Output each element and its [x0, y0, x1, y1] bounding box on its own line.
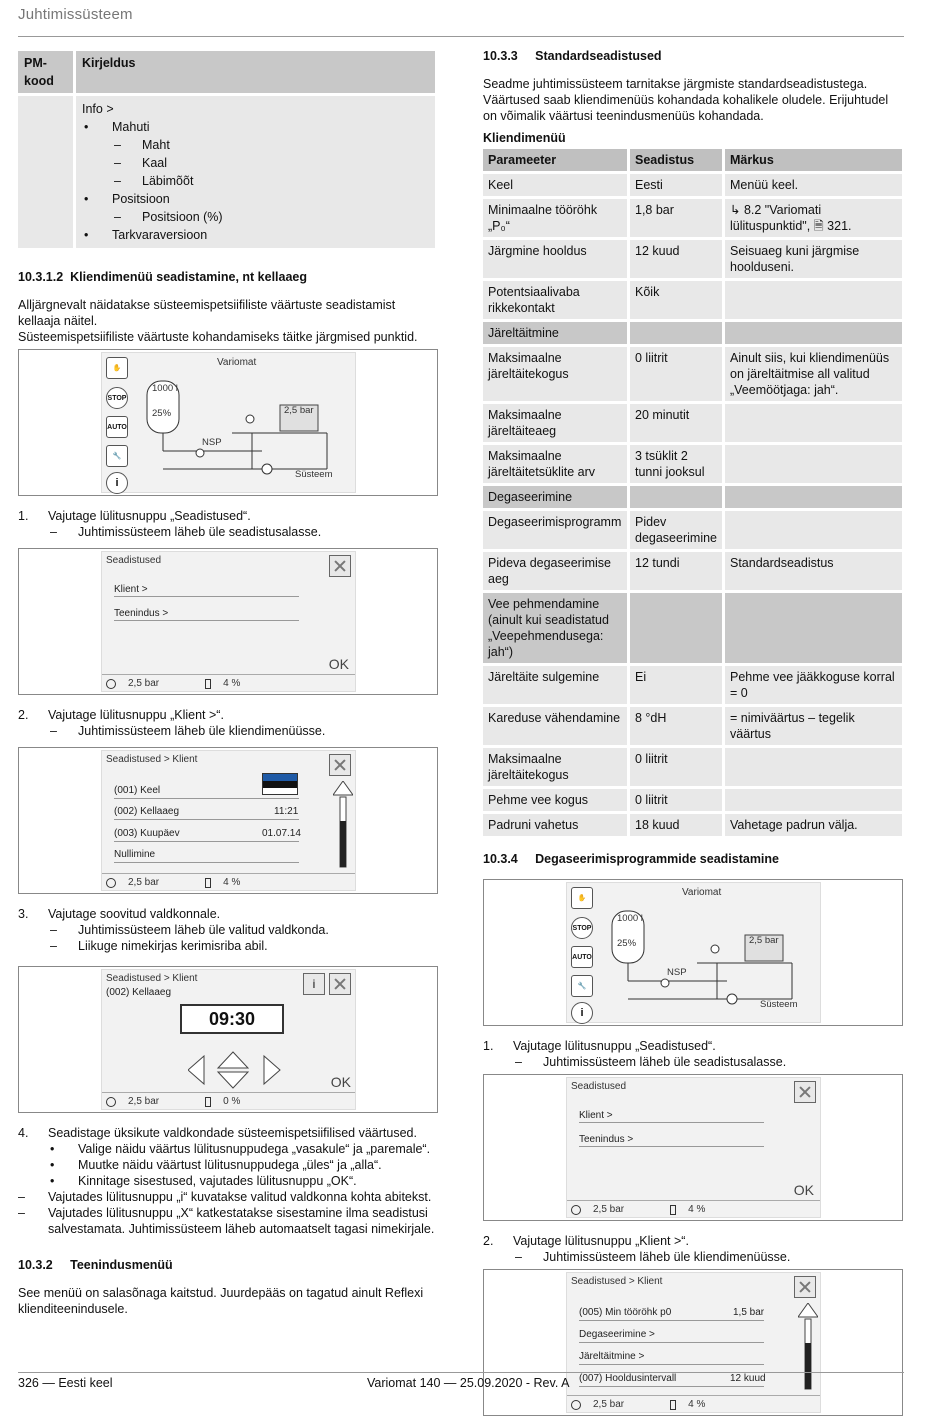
table-cell: Pideva degaseerimise aeg — [483, 552, 627, 590]
up-arrow-icon — [218, 1052, 248, 1068]
ok-button[interactable]: OK — [330, 1074, 351, 1090]
table-cell — [725, 511, 902, 549]
settings-screen-frame — [18, 548, 438, 695]
hand-icon[interactable]: ✋ — [106, 357, 128, 379]
step-4-bullet: • Kinnitage sisestused, vajutades lülitusnuppu „OK“. — [50, 1174, 357, 1188]
system-label: Süsteem — [760, 999, 798, 1010]
pm-row-level-3: – Kaal — [82, 154, 429, 172]
kuupaev-value: 01.07.14 — [262, 828, 301, 839]
divider — [114, 798, 299, 799]
table-cell: 0 liitrit — [630, 789, 722, 811]
client-screen — [101, 750, 356, 891]
divider — [114, 596, 299, 597]
status-bar: 2,5 bar 4 % — [571, 1399, 705, 1410]
pressure-label: 2,5 bar — [284, 405, 314, 416]
gauge-icon — [106, 1097, 116, 1107]
gauge-icon — [106, 679, 116, 689]
gauge-icon — [571, 1205, 581, 1215]
table-cell — [725, 281, 902, 319]
step-4-bullet: • Muutke näidu väärtust lülitusnuppudega „üles“ ja „alla“. — [50, 1158, 382, 1172]
table-cell — [725, 593, 902, 663]
table-cell — [725, 748, 902, 786]
table-cell — [630, 486, 722, 508]
divider — [579, 1386, 764, 1387]
table-cell: Potentsiaalivaba rikkekontakt — [483, 281, 627, 319]
table-cell: 0 liitrit — [630, 347, 722, 401]
footer-divider — [18, 1372, 904, 1373]
close-button[interactable] — [329, 555, 351, 577]
table-cell: 3 tsüklit 2 tunni jooksul — [630, 445, 722, 483]
table-row — [483, 199, 902, 237]
variomat-diagram — [18, 349, 438, 496]
kellaaeg-value: 11:21 — [274, 806, 299, 817]
status-bar: 2,5 bar 4 % — [571, 1204, 705, 1215]
divider — [579, 1320, 764, 1321]
table-row — [483, 445, 902, 483]
divider — [579, 1122, 764, 1123]
col-header: Seadistus — [630, 149, 722, 171]
table-row — [483, 666, 902, 704]
down-arrow-icon — [218, 1072, 248, 1088]
col-header: Parameeter — [483, 149, 627, 171]
table-cell: 8 °dH — [630, 707, 722, 745]
paragraph: Seadme juhtimissüsteem tarnitakse järgmiste standardseadistustega. Väärtused saab kliendimenüüs kohandada kohalikele oludele. Erijuhtudel on võimalik väärtusi teenindusmenüüs kohandada. — [483, 77, 889, 123]
status-bar: 2,5 bar 4 % — [106, 678, 240, 689]
menu-item-jareltaitmine[interactable]: Järeltäitmine > — [579, 1351, 645, 1362]
table-row — [483, 404, 902, 442]
pm-row-level-2: • Mahuti — [82, 118, 429, 136]
divider — [114, 819, 299, 820]
step-1: 1. Vajutage lülitusnuppu „Seadistused“. — [18, 509, 251, 523]
hooldusintervall-value: 12 kuud — [730, 1373, 766, 1384]
menu-item-klient[interactable]: Klient > — [114, 584, 148, 595]
volume-label: 1000 l — [152, 383, 178, 394]
section-heading-1033: 10.3.3 Standardseadistused — [483, 49, 662, 63]
settings-screen-frame-2 — [483, 1074, 903, 1221]
table-cell: Menüü keel. — [725, 174, 902, 196]
right-column — [483, 48, 903, 1416]
table-cell: 12 tundi — [630, 552, 722, 590]
table-row — [483, 814, 902, 836]
sub-heading-kliendimenuu: Kliendimenüü — [483, 131, 566, 145]
page-header: Juhtimissüsteem — [18, 6, 133, 23]
params-table-body — [483, 174, 902, 836]
table-cell: Ei — [630, 666, 722, 704]
close-button[interactable] — [794, 1081, 816, 1103]
stop-icon[interactable]: STOP — [106, 387, 128, 409]
diagram-title: Variomat — [217, 357, 257, 368]
table-cell: Degaseerimine — [483, 486, 627, 508]
pm-row-level-3: – Maht — [82, 136, 429, 154]
table-cell: Järeltäite sulgemine — [483, 666, 627, 704]
table-cell: Standardseadistus — [725, 552, 902, 590]
menu-item-degaseerimine[interactable]: Degaseerimine > — [579, 1329, 655, 1340]
table-row — [483, 748, 902, 786]
status-divider — [102, 674, 355, 675]
table-cell: Keel — [483, 174, 627, 196]
table-row — [483, 789, 902, 811]
section-heading-1032: 10.3.2 Teenindusmenüü — [18, 1258, 173, 1272]
table-cell: Ainult siis, kui kliendimenüüs on järeltäitmise all valitud „Veemöötjaga: jah“. — [725, 347, 902, 401]
tank-icon — [670, 1400, 676, 1410]
table-cell: Pehme vee kogus — [483, 789, 627, 811]
table-cell: Pidev degaseerimine — [630, 511, 722, 549]
menu-item-nullimine[interactable]: Nullimine — [114, 849, 156, 860]
paragraph: Alljärgnevalt näidatakse süsteemispetsiifiliste väärtuste seadistamist kellaaja näitel. — [18, 298, 396, 328]
menu-item-teenindus[interactable]: Teenindus > — [114, 608, 169, 619]
status-divider — [102, 1092, 355, 1093]
nsp-label: NSP — [202, 437, 222, 448]
table-cell: Järgmine hooldus — [483, 240, 627, 278]
close-button[interactable] — [794, 1276, 816, 1298]
header-divider — [18, 36, 904, 37]
table-row — [483, 707, 902, 745]
level-label: 25% — [152, 408, 172, 419]
client-screen — [566, 1272, 821, 1413]
screen-title: Seadistused > Klient — [106, 973, 198, 984]
scrollbar[interactable] — [333, 781, 353, 871]
variomat-diagram-2 — [483, 879, 903, 1026]
screen-title: Seadistused > Klient — [106, 754, 198, 765]
table-cell — [725, 789, 902, 811]
screen-title: Seadistused — [106, 555, 162, 566]
step-4: 4. Seadistage üksikute valdkondade süsteemispetsiifilised väärtused. — [18, 1126, 417, 1140]
nsp-label: NSP — [667, 967, 687, 978]
auto-icon[interactable]: AUTO — [571, 946, 593, 968]
menu-item-klient[interactable]: Klient > — [579, 1110, 613, 1121]
hand-icon[interactable]: ✋ — [571, 887, 593, 909]
paragraph: See menüü on salasõnaga kaitstud. Juurdepääs on tagatud ainult Reflexi klienditeenindusele. — [18, 1286, 424, 1316]
wrench-icon[interactable]: 🔧 — [106, 445, 128, 467]
note-info: – Vajutades lülitusnuppu „i“ kuvatakse valitud valdkonna kohta abitekst. — [18, 1190, 432, 1204]
status-divider — [567, 1200, 820, 1201]
pm-row-level-2: • Positsioon — [82, 190, 429, 208]
info-icon[interactable]: i — [106, 472, 128, 494]
time-screen-frame — [18, 966, 438, 1113]
pm-row-level-3: – Positsioon (%) — [82, 208, 429, 226]
tank-icon — [205, 878, 211, 888]
scrollbar[interactable] — [798, 1303, 818, 1393]
step-2: 2. Vajutage lülitusnuppu „Klient >“. — [18, 708, 224, 722]
table-cell: Vee pehmendamine (ainult kui seadistatud „Veepehmendusega: jah“) — [483, 593, 627, 663]
menu-item-teenindus[interactable]: Teenindus > — [579, 1134, 634, 1145]
close-button[interactable] — [329, 754, 351, 776]
footer-page-info: 326 — Eesti keel — [18, 1376, 113, 1390]
table-cell: 1,8 bar — [630, 199, 722, 237]
system-label: Süsteem — [295, 469, 333, 480]
step-3: 3. Vajutage soovitud valdkonnale. — [18, 907, 221, 921]
menu-item-keel[interactable]: (001) Keel — [114, 785, 161, 796]
gauge-icon — [106, 878, 116, 888]
table-cell: Eesti — [630, 174, 722, 196]
tank-icon — [205, 1097, 211, 1107]
pm-row-level-1: Info > — [82, 102, 114, 116]
gauge-icon — [571, 1400, 581, 1410]
divider — [114, 620, 299, 621]
table-cell: Kõik — [630, 281, 722, 319]
ok-button[interactable]: OK — [328, 656, 349, 672]
pm-description-cell — [76, 96, 435, 248]
estonian-flag-icon — [262, 773, 298, 795]
info-button[interactable]: i — [303, 973, 325, 995]
right-arrow-icon — [264, 1056, 280, 1084]
divider — [579, 1364, 764, 1365]
table-row — [483, 240, 902, 278]
step-3-result-1: – Juhtimissüsteem läheb üle valitud valdkonda. — [50, 923, 329, 937]
table-row — [483, 281, 902, 319]
menu-item-hooldusintervall[interactable]: (007) Hooldusintervall — [579, 1373, 677, 1384]
client-screen-frame-2 — [483, 1269, 903, 1416]
settings-screen — [566, 1077, 821, 1218]
left-column — [18, 48, 438, 1317]
divider — [579, 1342, 764, 1343]
menu-item-kellaaeg[interactable]: (002) Kellaaeg — [114, 806, 180, 817]
ok-button[interactable]: OK — [793, 1182, 814, 1198]
pm-col-kood: PM-kood — [18, 51, 73, 93]
params-table — [480, 146, 905, 839]
step-1-result: – Juhtimissüsteem läheb üle seadistusalasse. — [515, 1055, 787, 1069]
table-cell: Degaseerimisprogramm — [483, 511, 627, 549]
table-cell: Maksimaalne järeltäitekogus — [483, 748, 627, 786]
step-1-result: – Juhtimissüsteem läheb üle seadistusalasse. — [50, 525, 322, 539]
pm-empty-cell — [18, 96, 73, 248]
table-cell: 12 kuud — [630, 240, 722, 278]
table-cell: Vahetage padrun välja. — [725, 814, 902, 836]
table-cell: Maksimaalne järeltäitetsüklite arv — [483, 445, 627, 483]
divider — [579, 1146, 764, 1147]
stop-icon[interactable]: STOP — [571, 917, 593, 939]
diagram-screen — [101, 352, 356, 493]
time-screen — [101, 969, 356, 1110]
arrow-buttons[interactable] — [188, 1046, 288, 1094]
step-1: 1. Vajutage lülitusnuppu „Seadistused“. — [483, 1039, 716, 1053]
pm-row-level-2: • Tarkvaraversioon — [82, 226, 429, 244]
info-icon[interactable]: i — [571, 1002, 593, 1024]
status-bar: 2,5 bar 4 % — [106, 877, 240, 888]
table-cell — [630, 593, 722, 663]
table-cell: 18 kuud — [630, 814, 722, 836]
table-row — [483, 511, 902, 549]
min-tooroehk-value: 1,5 bar — [733, 1307, 765, 1318]
table-cell: 20 minutit — [630, 404, 722, 442]
table-row — [483, 174, 902, 196]
table-cell: = nimiväärtus – tegelik väärtus — [725, 707, 902, 745]
step-3-result-2: – Liikuge nimekirjas kerimisriba abil. — [50, 939, 268, 953]
menu-item-min-tooroehk[interactable]: (005) Min tööröhk p0 — [579, 1307, 672, 1318]
table-cell: Padruni vahetus — [483, 814, 627, 836]
table-cell — [725, 486, 902, 508]
status-bar: 2,5 bar 0 % — [106, 1096, 240, 1107]
time-value-field[interactable]: 09:30 — [180, 1004, 284, 1034]
table-row — [483, 347, 902, 401]
status-divider — [102, 873, 355, 874]
step-2-result: – Juhtimissüsteem läheb üle kliendimenüüsse. — [50, 724, 326, 738]
screen-title: Seadistused > Klient — [571, 1276, 663, 1287]
table-cell — [725, 404, 902, 442]
screen-subtitle: (002) Kellaaeg — [106, 987, 172, 998]
table-cell: Järeltäitmine — [483, 322, 627, 344]
footer-doc-info: Variomat 140 — 25.09.2020 - Rev. A — [367, 1376, 570, 1390]
table-cell: Maksimaalne järeltäiteaeg — [483, 404, 627, 442]
table-cell: Minimaalne tööröhk „P₀“ — [483, 199, 627, 237]
pm-col-kirjeldus: Kirjeldus — [76, 51, 435, 93]
pressure-label: 2,5 bar — [749, 935, 779, 946]
step-4-bullet: • Valige näidu väärtus lülitusnuppudega „vasakule“ ja „paremale“. — [50, 1142, 431, 1156]
table-row — [483, 552, 902, 590]
client-screen-frame — [18, 747, 438, 894]
col-header: Märkus — [725, 149, 902, 171]
note-cancel: – Vajutades lülitusnuppu „X“ katkestatakse sisestamine ilma seadistusi salvestamata. Juhtimissüsteem läheb automaatselt tagasi nimekirjale. — [18, 1206, 435, 1236]
table-group-row — [483, 322, 902, 344]
table-cell: Pehme vee jääkkoguse korral = 0 — [725, 666, 902, 704]
wrench-icon[interactable]: 🔧 — [571, 975, 593, 997]
close-button[interactable] — [329, 973, 351, 995]
table-cell: Kareduse vähendamine — [483, 707, 627, 745]
diagram-title: Variomat — [682, 887, 722, 898]
tank-icon — [670, 1205, 676, 1215]
status-divider — [567, 1395, 820, 1396]
section-heading-1034: 10.3.4 Degaseerimisprogrammide seadistamine — [483, 852, 779, 866]
diagram-screen — [566, 882, 821, 1023]
table-group-row — [483, 486, 902, 508]
auto-icon[interactable]: AUTO — [106, 416, 128, 438]
divider — [114, 841, 299, 842]
table-cell: Seisuaeg kuni järgmise hoolduseni. — [725, 240, 902, 278]
tank-icon — [205, 679, 211, 689]
divider — [114, 862, 299, 863]
table-cell: Maksimaalne järeltäitekogus — [483, 347, 627, 401]
table-cell — [725, 445, 902, 483]
step-2-result: – Juhtimissüsteem läheb üle kliendimenüüsse. — [515, 1250, 791, 1264]
left-arrow-icon — [188, 1056, 204, 1084]
screen-title: Seadistused — [571, 1081, 627, 1092]
volume-label: 1000 l — [617, 913, 643, 924]
table-group-row — [483, 593, 902, 663]
pm-row-level-3: – Läbimõõt — [82, 172, 429, 190]
paragraph: Süsteemispetsiifiliste väärtuste kohandamiseks täitke järgmised punktid. — [18, 330, 418, 344]
step-2: 2. Vajutage lülitusnuppu „Klient >“. — [483, 1234, 689, 1248]
table-cell: ↳ 8.2 "Variomati lülituspunktid", 🗎 321. — [725, 199, 902, 237]
pm-table — [15, 48, 438, 251]
level-label: 25% — [617, 938, 637, 949]
settings-screen — [101, 551, 356, 692]
table-cell: 0 liitrit — [630, 748, 722, 786]
table-cell — [725, 322, 902, 344]
menu-item-kuupaev[interactable]: (003) Kuupäev — [114, 828, 180, 839]
section-heading-10312: 10.3.1.2 Kliendimenüü seadistamine, nt kellaaeg — [18, 270, 308, 284]
table-cell — [630, 322, 722, 344]
